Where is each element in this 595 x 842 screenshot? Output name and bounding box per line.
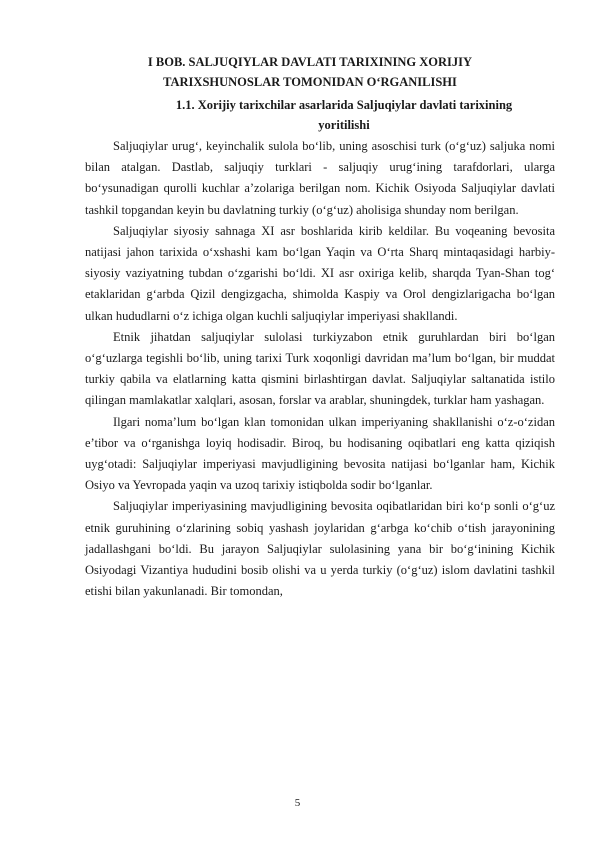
section-title — [85, 95, 555, 135]
chapter-title-line1: I BOB. SALJUQIYLAR DAVLATI TARIXINING XORIJIY — [147, 55, 473, 69]
paragraph-2: Saljuqiylar siyosiy sahnaga XI asr boshlarida kirib keldilar. Bu voqeaning bevosita natijasi jahon tarixida o‘xshashi kam bo‘lgan Yaqin va O‘rta Sharq mintaqasidagi harbiy-siyosiy vaziyatning tubdan o‘zgarishi bo‘ldi. XI asr oxiriga kelib, sharqda Tyan-Shan tog‘ etaklaridan g‘arbda Qizil dengizgacha, shimolda Kaspiy va Orol dengizlarigacha bo‘lgan ulkan hududlarni o‘z ichiga olgan kuchli saljuqiylar imperiyasi shakllandi. — [85, 223, 555, 323]
chapter-title — [85, 52, 555, 92]
document-body — [85, 52, 555, 602]
paragraph-5: Saljuqiylar imperiyasining mavjudligining bevosita oqibatlaridan biri ko‘p sonli o‘g‘uz etnik guruhining o‘zlarining sobiq yashash joylaridan g‘arbga ko‘chib o‘tish jarayonining jadallashgani bo‘ldi. Bu jarayon Saljuqiylar sulolasining yana bir bo‘g‘inining Kichik Osiyodagi Vizantiya hududini bosib olishi va u yerda turkiy (o‘g‘uz) islom davlatini tashkil etishi bilan yakunlanadi. Bir tomondan, — [85, 499, 555, 599]
paragraph-4: Ilgari noma’lum bo‘lgan klan tomonidan ulkan imperiyaning shakllanishi o‘z-o‘zidan e’tibor va o‘rganishga loyiq hodisadir. Biroq, bu hodisaning oqibatlari eng katta qiziqish uyg‘otadi: Saljuqiylar imperiyasi mavjudligining bevosita natijasi bo‘lganlar ham, Kichik Osiyo va Yevropada yaqin va uzoq tarixiy istiqbolda sodir bo‘lganlar. — [85, 414, 555, 493]
chapter-title-line2: TARIXSHUNOSLAR TOMONIDAN O‘RGANILISHI — [163, 75, 457, 89]
section-title-line2: yoritilishi — [318, 118, 370, 132]
page-number: 5 — [294, 797, 301, 809]
section-title-line1: 1.1. Xorijiy tarixchilar asarlarida Saljuqiylar davlati tarixining — [175, 98, 513, 112]
paragraph-1: Saljuqiylar urug‘, keyinchalik sulola bo‘lib, uning asoschisi turk (o‘g‘uz) saljuka nomi bilan atalgan. Dastlab, saljuqiy turklari - saljuqiy urug‘ining tarafdorlari, ularga bo‘ysunadigan qurolli kuchlar a’zolariga berilgan nom. Kichik Osiyoda Saljuqiylar davlati tashkil topgandan keyin bu davlatning turkiy (o‘g‘uz) aholisiga shunday nom berilgan. — [85, 139, 555, 217]
paragraph-3: Etnik jihatdan saljuqiylar sulolasi turkiyzabon etnik guruhlardan biri bo‘lgan o‘g‘uzlarga tegishli bo‘lib, uning tarixi Turk xoqonligi davridan ma’lum bo‘lgan, bir muddat turkiy qabila va elatlarning katta qismini birlashtirgan davlat. Saljuqiylar saltanatida istilo qilingan mamlakatlar xalqlari, asosan, forslar va arablar, shuningdek, turklar ham yashagan. — [85, 329, 555, 408]
